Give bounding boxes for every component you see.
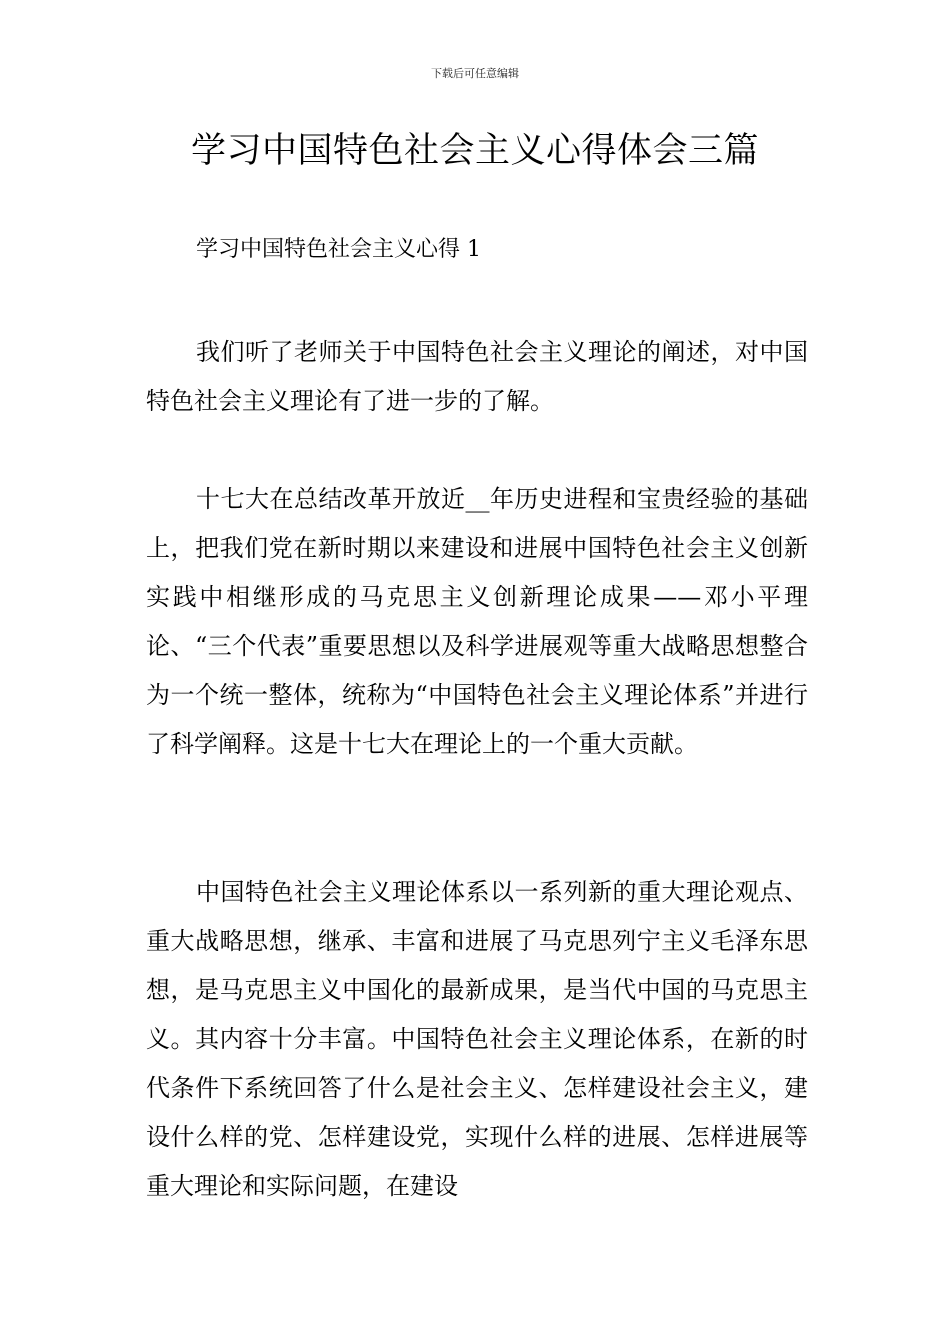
paragraph-2: 十七大在总结改革开放近__年历史进程和宝贵经验的基础上，把我们党在新时期以来建设和进展中国特色社会主义创新实践中相继形成的马克思主义创新理论成果——邓小平理论、“三个代表”重要思想以及科学进展观等重大战略思想整合为一个统一整体，统称为“中国特色社会主义理论体系”并进行了科学阐释。这是十七大在理论上的一个重大贡献。 <box>146 485 808 758</box>
section-heading: 学习中国特色社会主义心得 1 <box>196 237 481 262</box>
paragraph-1: 我们听了老师关于中国特色社会主义理论的阐述，对中国特色社会主义理论有了进一步的了解。 <box>146 338 808 415</box>
document-title: 学习中国特色社会主义心得体会三篇 <box>190 131 759 171</box>
paragraph-3: 中国特色社会主义理论体系以一系列新的重大理论观点、重大战略思想，继承、丰富和进展了马克思列宁主义毛泽东思想，是马克思主义中国化的最新成果，是当代中国的马克思主义。其内容十分丰富。中国特色社会主义理论体系，在新的时代条件下系统回答了什么是社会主义、怎样建设社会主义，建设什么样的党、怎样建设党，实现什么样的进展、怎样进展等重大理论和实际问题，在建设 <box>146 878 808 1200</box>
header-note: 下载后可任意编辑 <box>431 67 519 80</box>
